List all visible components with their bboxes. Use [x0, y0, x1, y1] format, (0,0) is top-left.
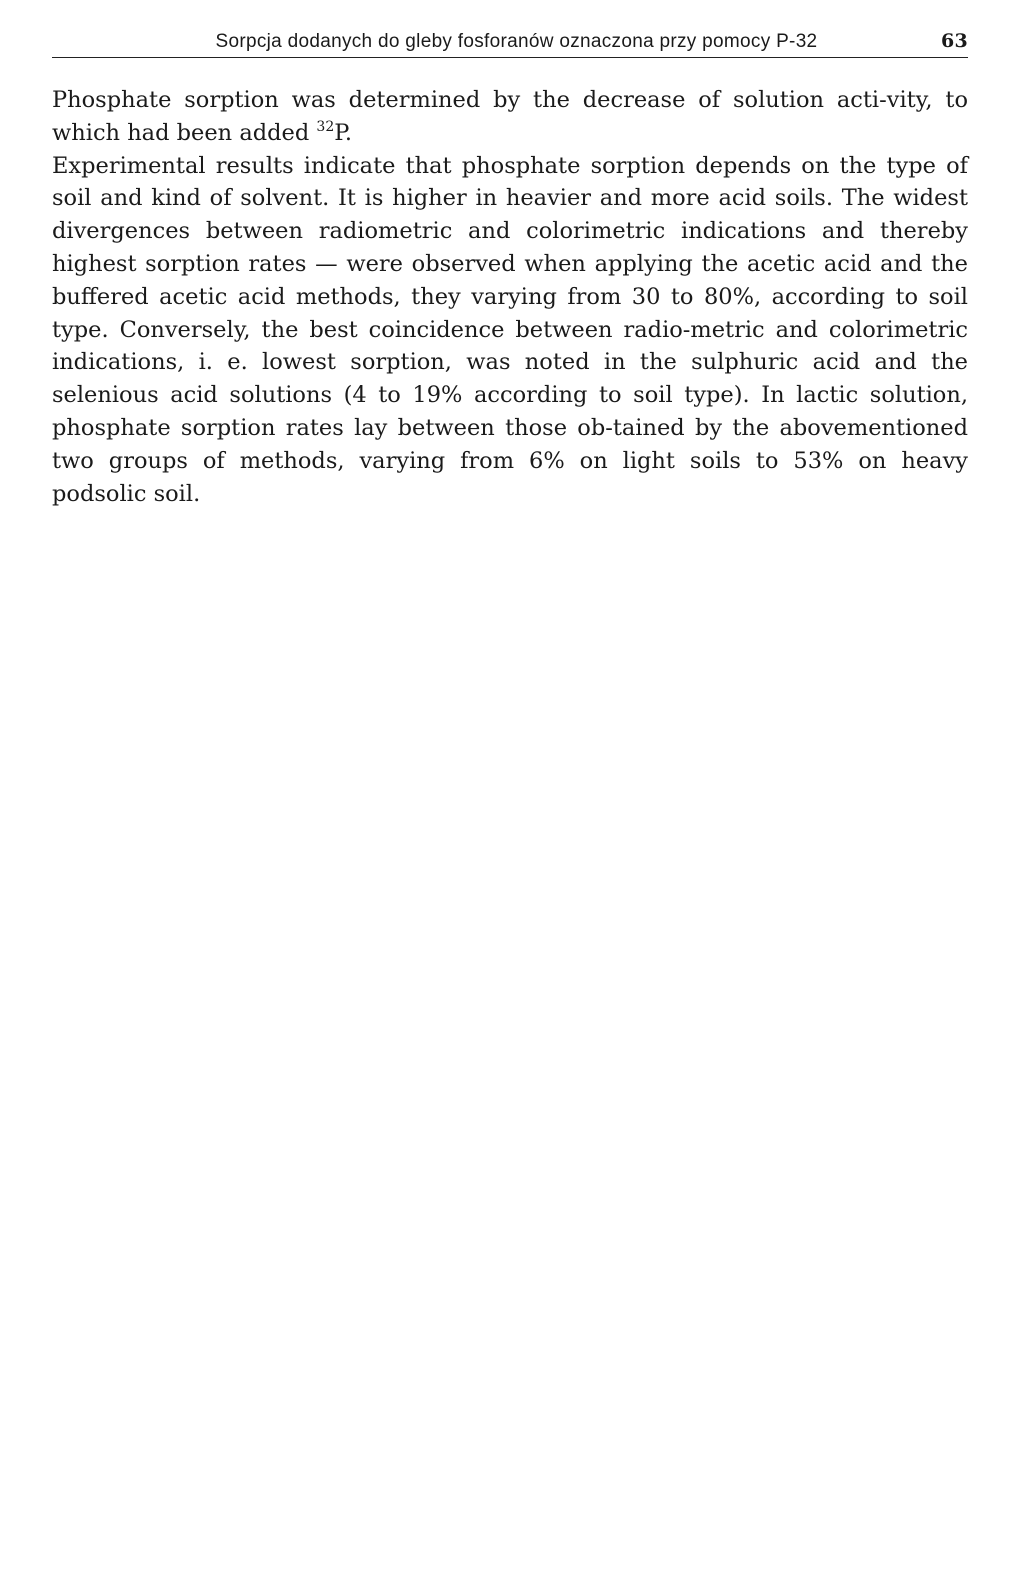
header-rule	[52, 57, 968, 58]
summary-paragraph-1-end: P.	[334, 119, 352, 146]
isotope-mass-number: 32	[316, 118, 335, 135]
page-number: 63	[940, 30, 968, 52]
running-header	[52, 30, 968, 57]
summary-text	[52, 84, 968, 510]
summary-paragraph-2: Experimental results indicate that phosphate sorption depends on the type of soil and kind of solvent. It is higher in heavier and more acid soils. The widest divergences between radiometric and colorimetric indications and thereby highest sorption rates — were observed when applying the acetic acid and the buffered acetic acid methods, they varying from 30 to 80%, according to soil type. Conversely, the best coincidence between radio-metric and colorimetric indications, i. e. lowest sorption, was noted in the sulphuric acid and the selenious acid solutions (4 to 19% according to soil type). In lactic solution, phosphate sorption rates lay between those ob-tained by the abovementioned two groups of methods, varying from 6% on light soils to 53% on heavy podsolic soil.	[52, 152, 968, 507]
summary-paragraph-1	[52, 84, 968, 150]
summary-paragraph-1-text: Phosphate sorption was determined by the decrease of solution acti-vity, to which had been added	[52, 87, 968, 146]
document-page	[52, 30, 968, 510]
running-header-title: Sorpcja dodanych do gleby fosforanów oznaczona przy pomocy P-32	[215, 31, 818, 52]
